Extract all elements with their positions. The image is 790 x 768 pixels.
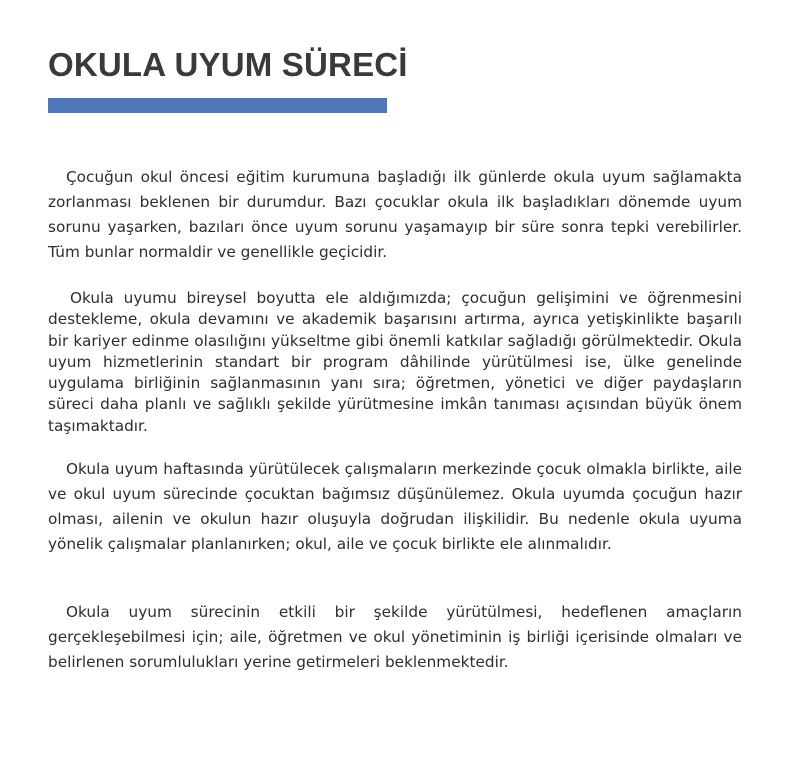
title-underline-bar — [48, 98, 387, 113]
paragraph-individual-dimension: Okula uyumu bireysel boyutta ele aldığımızda; çocuğun gelişimini ve öğrenmesini destekleme, okula devamını ve akademik başarısını artırma, ayrıca yetişkinlikte başarılı bir kariyer edinme olasılığını yükseltme gibi önemli katkılar sağladığı görülmektedir. Okula uyum hizmetlerinin standart bir program dâhilinde yürütülmesi ise, ülke genelinde uygulama birliğinin sağlanmasının yanı sıra; öğretmen, yönetici ve diğer paydaşların süreci daha planlı ve sağlıklı şekilde yürütmesine imkân tanıması açısından büyük önem taşımaktadır. — [48, 289, 742, 435]
paragraph-intro: Çocuğun okul öncesi eğitim kurumuna başladığı ilk günlerde okula uyum sağlamakta zorlanması beklenen bir durumdur. Bazı çocuklar okula ilk başladıkları dönemde uyum sorunu yaşarken, bazıları önce uyum sorunu yaşamayıp bir süre sonra tepki verebilirler. Tüm bunlar normaldir ve genellikle geçicidir. — [48, 168, 742, 261]
paragraph-cooperation: Okula uyum sürecinin etkili bir şekilde yürütülmesi, hedeflenen amaçların gerçekleşebilmesi için; aile, öğretmen ve okul yönetiminin iş birliği içerisinde olmaları ve belirlenen sorumlulukları yerine getirmeleri beklenmektedir. — [48, 603, 742, 671]
paragraph-family-school: Okula uyum haftasında yürütülecek çalışmaların merkezinde çocuk olmakla birlikte, aile ve okul uyum sürecinde çocuktan bağımsız düşünülemez. Okula uyumda çocuğun hazır olması, ailenin ve okulun hazır oluşuyla doğrudan ilişkilidir. Bu nedenle okula uyuma yönelik çalışmalar planlanırken; okul, aile ve çocuk birlikte ele alınmalıdır. — [48, 460, 742, 553]
page-title: OKULA UYUM SÜRECİ — [48, 46, 408, 83]
